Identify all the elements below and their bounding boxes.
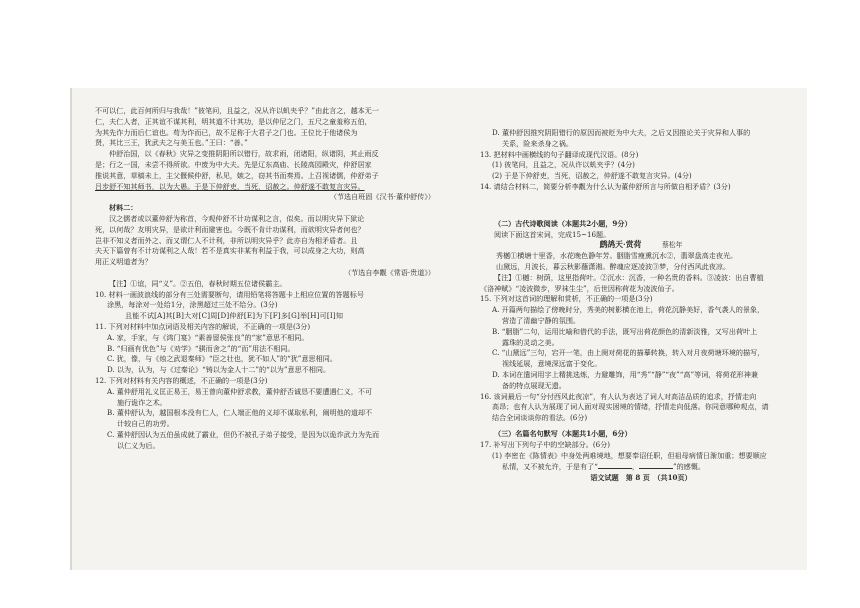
passage-line: 不可以仁，此百何所归与我哉！”彼笔问，且益之，况从许以虮夹乎？”由此言之，越本无一	[95, 106, 379, 115]
option-d: D. 董仲舒因推究阴阳错行的原因而被贬为中大夫，之后又因推论关于灾异和人事的	[492, 128, 751, 137]
option-d-cont: 备的特点展现无遗。	[502, 380, 566, 390]
question-10-options: 且能不试[A]其[B]大对[C]周[D]仲舒[E]为下[F]多[G]举[H]可[I]知	[125, 311, 344, 321]
option-b: B. “胭脂”二句，运用比喻和借代的手法，既写出荷花颜色的清新淡雅，又写出荷叶上	[492, 326, 758, 336]
option-a-cont: 施行诡诈之术。	[117, 397, 167, 407]
question-17-item: (1) 李密在《陈情表》中身处两难境地，想要奉诏任职，但祖母病情日渐加重；想要顺应	[492, 450, 767, 460]
material-line: 用正义明道者为？	[95, 257, 152, 267]
option-c-cont: 视线延展，意境深远富于变化。	[502, 359, 602, 369]
passage-line: 仲舒治国，以《春秋》灾异之变推阴阳所以错行，故求雨，闭诸阳，纵诸阴，其止雨反	[109, 149, 379, 159]
passage-line: 推说其意，草稿未上，主父偃候仲舒，私见，嫉之，窃其书而奏焉。上召视诸儒，仲舒弟子	[95, 170, 379, 180]
option-c: C. “山黛远”三句，宕开一笔，由上阕对荷花的描摹转换，转入对月夜荷塘环境的描写，	[492, 348, 765, 358]
option-c: C. 董仲舒因认为五伯虽成就了霸业，但仍不被孔子弟子接受，是因为以诡诈武力为先而	[107, 429, 380, 439]
option-a: A. 董仲舒用礼义匡正易王，易王曾向董仲舒求教，董仲舒否诚恳不要遭遇仁义，不可	[107, 386, 373, 396]
option-c-cont: 以仁义为后。	[117, 440, 160, 450]
option-b: B. “归画有优色”与《劝学》“骐而舍之”的“而”用法不相同。	[107, 343, 295, 353]
question-16-cont: 高昂；也有人认为展现了词人面对现实困境的情绪，抒情走向低落。你同意哪种观点，请	[492, 402, 769, 412]
question-16: 16. 该词最后一句“分付西风此夜凉”，有人认为表达了词人对高洁品质的追求，抒情走向	[480, 391, 757, 401]
passage-line: 是；行之一国，未尝不得所欲。中废为中大夫。先是辽东高庙、长陵高园殿灾，仲舒居家	[95, 159, 372, 169]
poem-note: 《洛神赋》“凌波微步，罗袜生尘”，后世因称荷花为凌波仙子。	[480, 283, 679, 293]
poem-line: 山黛远，月波长，暮云秋影蘸潇湘。醉魂应逐凌波③梦，分付西风此夜凉。	[496, 261, 731, 271]
right-column	[480, 88, 802, 484]
answer-blank[interactable]	[598, 461, 632, 469]
question-17: 17. 补写出下列句子中的空缺部分。(6分)	[480, 439, 610, 449]
question-13-item: (1) 彼笔问，且益之，况从许以虮夹乎？(4分)	[492, 160, 635, 170]
passage-line: 贤，其比三王，犹武夫之与美玉也。”王曰：“善。”	[95, 138, 248, 148]
question-10: 10. 材料一画波浪线的部分有三处需要断句，请用铅笔将答题卡上相应位置的答题标号	[95, 289, 364, 299]
option-a: A. 开篇两句描绘了傍晚时分，秀美的树影横在池上，荷花沉静美好，香气袭人的景象，	[492, 305, 765, 315]
passage-line: 为其先诈力而后仁谊也。苟为诈而已，故不足称于大君子之门也。王位比于他诸侯为	[95, 127, 358, 137]
option-b-cont: 露珠的灵动之美。	[502, 337, 559, 347]
material-line: 汉之儒者或以董仲舒为称首，今观仲舒不计功谋利之言，似矣。而以明灾异下狱论	[109, 213, 365, 223]
option-a-cont: 营造了清幽宁静的氛围。	[502, 315, 581, 325]
answer-blank[interactable]	[639, 461, 673, 469]
source-citation: （节选自班固《汉书·董仲舒传》）	[329, 192, 435, 202]
option-a: A. 家，手家，与《鸿门宴》“素善留侯张良”的“家”意思不相同。	[107, 332, 309, 342]
option-b-cont: 计较自己的功劳。	[117, 419, 174, 429]
material-line: 夫天下篇曾有不计功谋利之人哉！若不是真实非某有利益于我，可以成身之大功，则高	[95, 246, 365, 256]
passage-line: 仁，夫仁人者，正其谊不谋其利，明其道不计其功，是以仲尼之门，五尺之童羞称五伯，	[95, 116, 372, 126]
question-10-cont: 涂黑，每涂对一处给1分，涂黑超过三处不给分。(3分)	[107, 300, 278, 310]
poem-title-text: 鹧鸪天·赏荷	[599, 240, 642, 250]
poem-author: 蔡松年	[662, 241, 683, 250]
question-16-cont: 结合全词谈谈你的看法。(6分)	[492, 413, 588, 423]
question-17-item-cont	[480, 461, 802, 473]
material-line: 死，以何哉？友明灾异，是欲计利而避害也。今既不肯计功谋利，而欲明灾异者何也？	[95, 224, 365, 234]
fill-suffix: ”的感慨。	[672, 462, 705, 472]
fill-sep: ，	[631, 462, 639, 472]
question-15: 15. 下列对这首词的理解和赏析，不正确的一项是(3分)	[480, 294, 653, 304]
section-heading: （三）名篇名句默写（本题共1小题，6分）	[494, 428, 632, 438]
poem-line: 秀樾①横塘十里香，水花晚色静年芳。胭脂雪瘦熏沉水②，翡翠盘高走夜光。	[496, 251, 738, 261]
exam-page	[70, 88, 807, 570]
section-heading: （二）古代诗歌阅读（本题共2小题，9分）	[494, 218, 632, 228]
section-intro: 阅读下面这首宋词，完成15~16题。	[494, 229, 611, 239]
left-column	[95, 88, 435, 452]
material-line: 岂非不知义者而外之、而又谓仁人不计利，非所以明灾异乎？此亦自为相矛盾者。且	[95, 235, 358, 245]
option-d: D. 本词在遣词用字上精挑选炼，力避雕饰，用“秀”“静”“夜”“高”等词，将荷花形神兼	[492, 369, 758, 379]
question-13: 13. 把材料中画横线的句子翻译成现代汉语。(8分)	[480, 149, 639, 159]
passage-line-underlined: 吕步舒不知其师书，以为大愚。于是下仲舒吏，当死，诏赦之。仲舒遂不敢复言灾异。	[95, 181, 365, 191]
poem-title	[480, 240, 802, 251]
material-title: 材料二：	[109, 203, 138, 213]
question-11: 11. 下列对材料中加点词语及相关内容的解说，不正确的一项是(3分)	[95, 321, 311, 331]
option-c: C. 犹，像，与《烛之武退秦师》“臣之壮也，犹不如人”的“犹”意思相同。	[107, 354, 337, 364]
option-b: B. 董仲舒认为，越国根本没有仁人，仁人端正他的义却不谋取私利，阐明他的道却不	[107, 408, 373, 418]
question-13-item: (2) 于是下仲舒吏，当死，诏赦之，仲舒遂不敢复言灾异。(4分)	[492, 171, 692, 181]
poem-note: 【注】①樾：树荫，这里指荷叶。②沉水：沉香，一种名贵的香料。③凌波：出自曹植	[494, 272, 764, 282]
fill-prefix: 私情，又不被允许，于是有了“	[502, 462, 598, 472]
source-citation: （节选自李觏《常语·贵道》）	[344, 267, 435, 277]
page-footer: 语文试题 第 8 页 （共10页）	[590, 473, 692, 483]
question-14: 14. 请结合材料二，简要分析李觏为什么认为董仲舒所言与所做自相矛盾？(3分)	[480, 181, 731, 191]
annotation-note: 【注】①谊，同“义”。②五伯，春秋时期五位诸侯霸主。	[109, 278, 287, 288]
question-12: 12. 下列对材料有关内容的概述，不正确的一项是(3分)	[95, 375, 268, 385]
option-d: D. 以为，认为，与《过秦论》“铸以为金人十二”的“以为”意思不相同。	[107, 365, 331, 375]
option-d-cont: 关系，险来杀身之祸。	[502, 138, 573, 148]
